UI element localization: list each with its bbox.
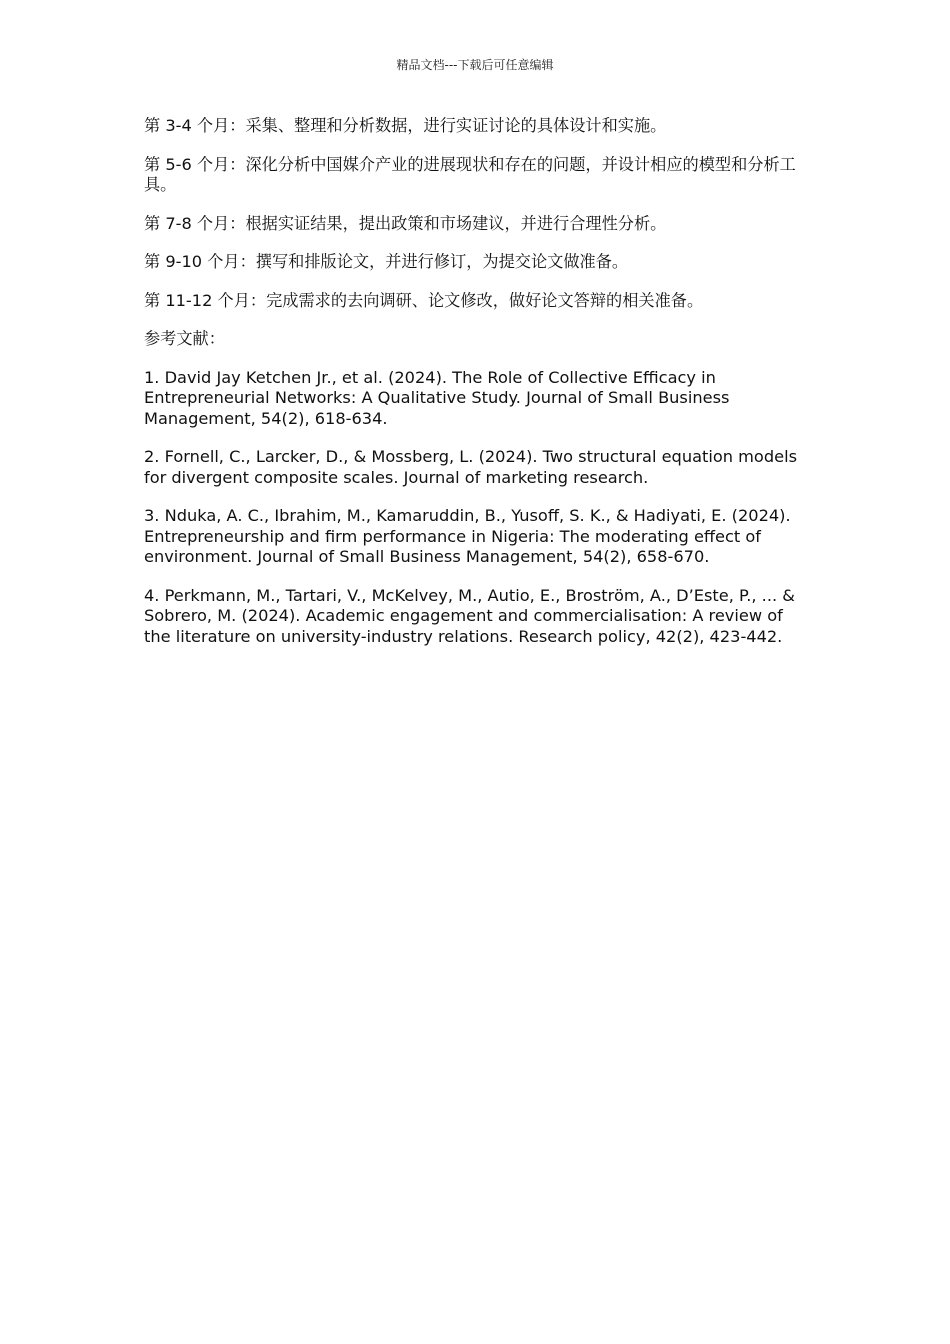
schedule-item: 第 5-6 个月：深化分析中国媒介产业的进展现状和存在的问题，并设计相应的模型和分析工具。 bbox=[144, 154, 796, 194]
reference-item: 2. Fornell, C., Larcker, D., & Mossberg, L. (2024). Two structural equation models for divergent composite scales. Journal of marketing research. bbox=[144, 447, 798, 487]
reference-item: 1. David Jay Ketchen Jr., et al. (2024). The Role of Collective Efficacy in Entrepreneurial Networks: A Qualitative Study. Journal of Small Business Management, 54(2), 618-634. bbox=[144, 367, 730, 428]
schedule-item: 第 3-4 个月：采集、整理和分析数据，进行实证讨论的具体设计和实施。 bbox=[144, 116, 667, 135]
document-body bbox=[144, 116, 812, 665]
schedule-section bbox=[144, 116, 812, 311]
schedule-item: 第 11-12 个月：完成需求的去向调研、论文修改，做好论文答辩的相关准备。 bbox=[144, 290, 704, 310]
references-section bbox=[144, 329, 812, 647]
page-header: 精品文档---下载后可任意编辑 bbox=[396, 58, 554, 72]
schedule-item: 第 7-8 个月：根据实证结果，提出政策和市场建议，并进行合理性分析。 bbox=[144, 213, 667, 233]
reference-item: 4. Perkmann, M., Tartari, V., McKelvey, M., Autio, E., Broström, A., D’Este, P., ... & Sobrero, M. (2024). Academic engagement and commercialisation: A review of the literature on university-industry relations. Research policy, 42(2), 423-442. bbox=[144, 585, 795, 646]
references-title: 参考文献： bbox=[144, 329, 225, 348]
reference-item: 3. Nduka, A. C., Ibrahim, M., Kamaruddin, B., Yusoff, S. K., & Hadiyati, E. (2024). Entrepreneurship and firm performance in Nigeria: The moderating effect of environment. Journal of Small Business Management, 54(2), 658-670. bbox=[144, 506, 791, 566]
schedule-item: 第 9-10 个月：撰写和排版论文，并进行修订，为提交论文做准备。 bbox=[144, 252, 629, 271]
